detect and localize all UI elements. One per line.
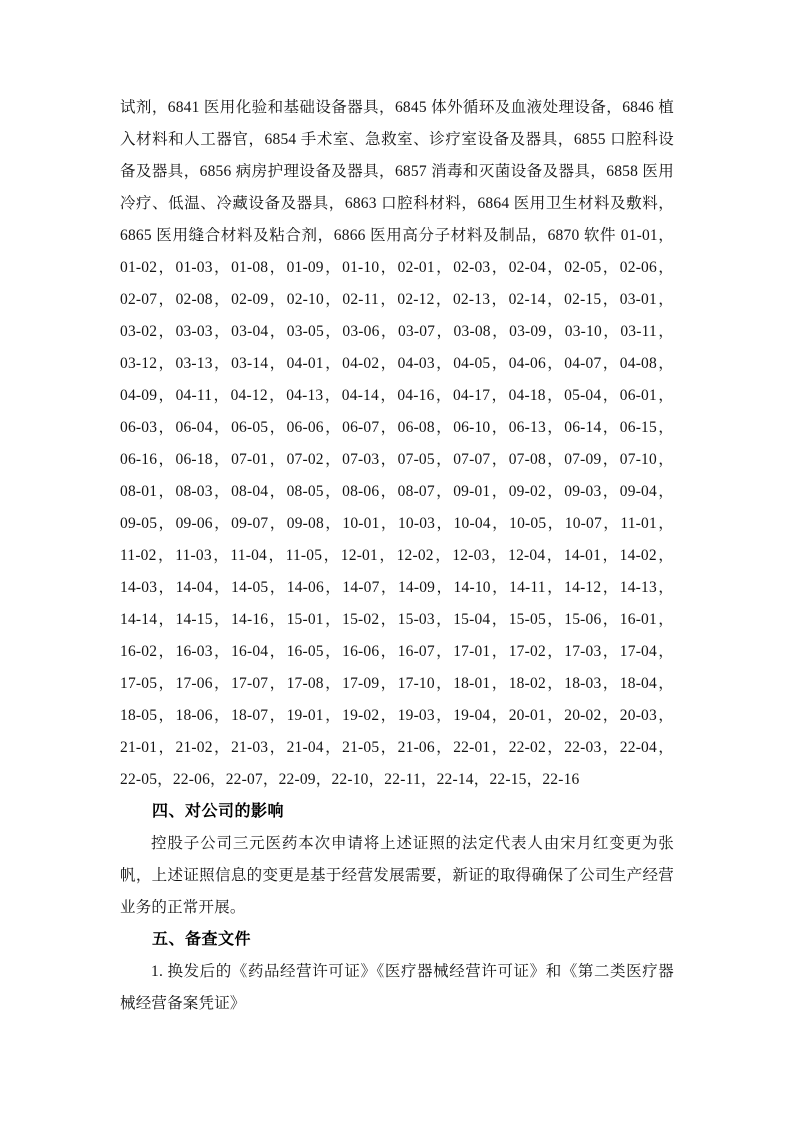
text-line: 02-07，02-08，02-09，02-10，02-11，02-12，02-13，02-14，02-15，03-01， (120, 291, 674, 308)
text-line: 入材料和人工器官，6854 手术室、急救室、诊疗室设备及器具，6855 口腔科设 (120, 131, 674, 148)
text-line: 21-01，21-02，21-03，21-04，21-05，21-06，22-01，22-02，22-03，22-04， (120, 739, 674, 756)
section-4-heading: 四、对公司的影响 (152, 803, 285, 820)
section-5-paragraph (120, 956, 674, 1020)
text-line: 6865 医用缝合材料及粘合剂，6866 医用高分子材料及制品，6870 软件 01-01， (120, 227, 674, 244)
text-line: 1. 换发后的《药品经营许可证》《医疗器械经营许可证》和《第二类医疗器 (151, 963, 674, 980)
section-5-heading: 五、备查文件 (152, 931, 252, 948)
text-line: 04-09，04-11，04-12，04-13，04-14，04-16，04-17，04-18，05-04，06-01， (120, 387, 674, 404)
text-line: 17-05，17-06，17-07，17-08，17-09，17-10，18-01，18-02，18-03，18-04， (120, 675, 674, 692)
text-line: 冷疗、低温、冷藏设备及器具，6863 口腔科材料，6864 医用卫生材料及敷料， (120, 195, 674, 212)
text-line: 业务的正常开展。 (120, 899, 246, 916)
text-line: 01-02，01-03，01-08，01-09，01-10，02-01，02-03，02-04，02-05，02-06， (120, 259, 674, 276)
text-line: 03-12，03-13，03-14，04-01，04-02，04-03，04-05，04-06，04-07，04-08， (120, 355, 674, 372)
device-codes-paragraph (120, 92, 674, 796)
text-line: 22-05，22-06，22-07，22-09，22-10，22-11，22-14，22-15，22-16 (120, 771, 580, 788)
text-line: 备及器具，6856 病房护理设备及器具，6857 消毒和灭菌设备及器具，6858 医用 (120, 163, 674, 180)
text-line: 试剂，6841 医用化验和基础设备器具，6845 体外循环及血液处理设备，6846 植 (120, 99, 674, 116)
section-4-paragraph (120, 828, 674, 924)
text-line: 11-02，11-03，11-04，11-05，12-01，12-02，12-03，12-04，14-01，14-02， (120, 547, 674, 564)
text-line: 械经营备案凭证》 (120, 995, 246, 1012)
text-line: 08-01，08-03，08-04，08-05，08-06，08-07，09-01，09-02，09-03，09-04， (120, 483, 674, 500)
text-line: 18-05，18-06，18-07，19-01，19-02，19-03，19-04，20-01，20-02，20-03， (120, 707, 674, 724)
text-line: 09-05，09-06，09-07，09-08，10-01，10-03，10-04，10-05，10-07，11-01， (120, 515, 674, 532)
text-line: 06-03，06-04，06-05，06-06，06-07，06-08，06-10，06-13，06-14，06-15， (120, 419, 674, 436)
page-content (120, 92, 674, 1020)
text-line: 14-03，14-04，14-05，14-06，14-07，14-09，14-10，14-11，14-12，14-13， (120, 579, 674, 596)
text-line: 帆，上述证照信息的变更是基于经营发展需要，新证的取得确保了公司生产经营 (120, 867, 674, 884)
text-line: 06-16，06-18，07-01，07-02，07-03，07-05，07-07，07-08，07-09，07-10， (120, 451, 674, 468)
text-line: 03-02，03-03，03-04，03-05，03-06，03-07，03-08，03-09，03-10，03-11， (120, 323, 674, 340)
text-line: 16-02，16-03，16-04，16-05，16-06，16-07，17-01，17-02，17-03，17-04， (120, 643, 674, 660)
text-line: 控股子公司三元医药本次申请将上述证照的法定代表人由宋月红变更为张 (151, 835, 674, 852)
text-line: 14-14，14-15，14-16，15-01，15-02，15-03，15-04，15-05，15-06，16-01， (120, 611, 674, 628)
